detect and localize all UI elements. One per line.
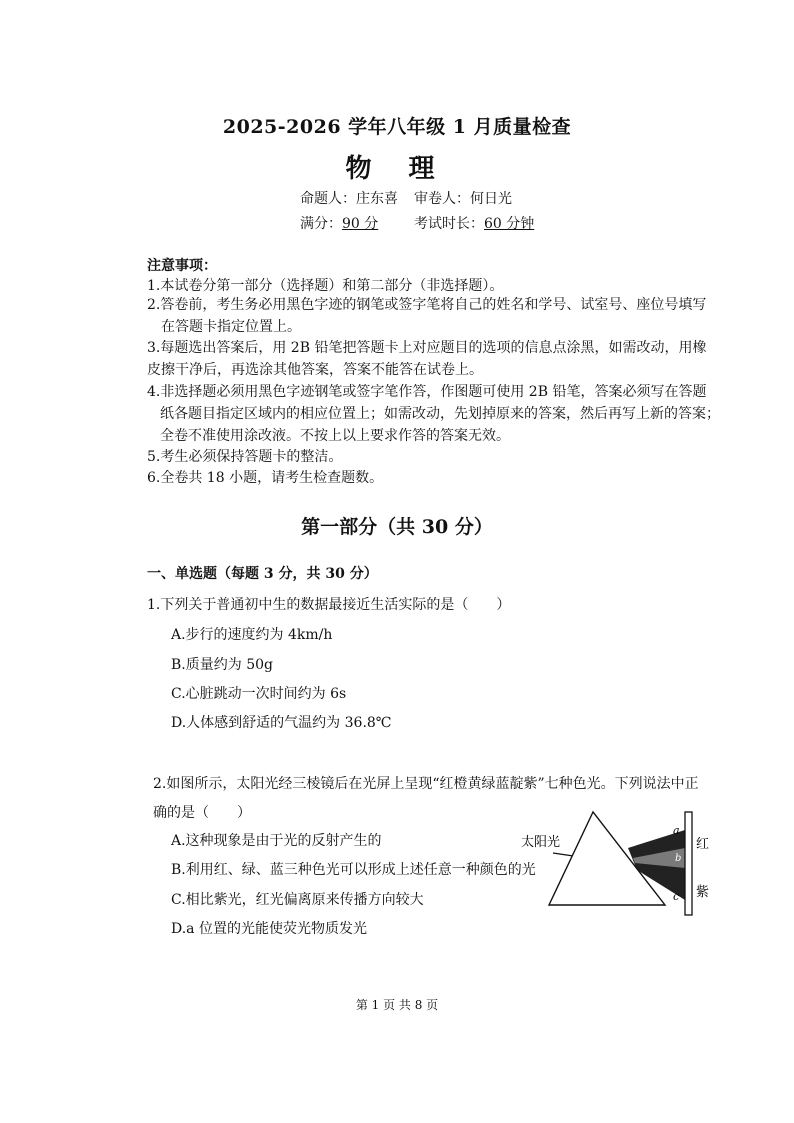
- reviewer-name: 何日光: [470, 191, 512, 207]
- question-2-option-a: A.这种现象是由于光的反射产生的: [171, 833, 382, 849]
- note-line: 全卷不准使用涂改液。不按上以上要求作答的答案无效。: [160, 428, 510, 444]
- label-a: a: [673, 824, 680, 837]
- page-footer: 第 1 页 共 8 页: [355, 998, 439, 1012]
- exam-title: 2025-2026 学年八年级 1 月质量检查: [222, 116, 572, 138]
- note-line: 2.答卷前，考生务必用黑色字迹的钢笔或签字笔将自己的姓名和学号、试室号、座位号填写: [147, 297, 707, 313]
- note-line: 4.非选择题必须用黑色字迹钢笔或签字笔作答，作图题可使用 2B 铅笔，答案必须写在答题: [147, 384, 707, 400]
- label-c: c: [673, 890, 680, 903]
- note-line: 1.本试卷分第一部分（选择题）和第二部分（非选择题）。: [147, 278, 504, 294]
- question-2-option-b: B.利用红、绿、蓝三种色光可以形成上述任意一种颜色的光: [171, 862, 536, 878]
- label-b: b: [675, 853, 682, 864]
- time-value: 60 分钟: [484, 216, 535, 232]
- sunlight-label: 太阳光: [521, 835, 561, 850]
- note-line: 3.每题选出答案后，用 2B 铅笔把答题卡上对应题目的选项的信息点涂黑，如需改动，用橡: [147, 340, 707, 356]
- subject-title: 物 理: [345, 154, 449, 184]
- light-screen: [685, 812, 692, 915]
- question-2-option-c: C.相比紫光，红光偏离原来传播方向较大: [171, 892, 424, 908]
- author-name: 庄东喜: [356, 191, 398, 207]
- question-group-title: 一、单选题（每题 3 分，共 30 分）: [147, 566, 378, 582]
- prism-dispersion-figure: [515, 808, 721, 920]
- author-label: 命题人：: [300, 191, 356, 207]
- question-1-stem: 1.下列关于普通初中生的数据最接近生活实际的是（ ）: [147, 597, 511, 613]
- score-line: [300, 213, 378, 233]
- note-line: 5.考生必须保持答题卡的整洁。: [147, 449, 343, 465]
- question-2-stem-line2: 确的是（ ）: [153, 805, 251, 821]
- section-title: 第一部分（共 30 分）: [301, 516, 493, 538]
- author-line: [300, 188, 398, 208]
- question-2-option-d: D.a 位置的光能使荧光物质发光: [171, 921, 367, 937]
- reviewer-label: 审卷人：: [414, 191, 470, 207]
- note-line: 在答题卡指定位置上。: [161, 319, 301, 335]
- time-label: 考试时长：: [414, 216, 484, 232]
- score-label: 满分：: [300, 216, 342, 232]
- red-label: 红: [696, 837, 710, 852]
- time-line: [414, 213, 534, 233]
- question-1-option-c: C.心脏跳动一次时间约为 6s: [171, 686, 347, 702]
- score-value: 90 分: [342, 216, 379, 232]
- reviewer-line: [414, 188, 512, 208]
- notes-title: 注意事项：: [147, 258, 217, 274]
- question-2-stem-line1: 2.如图所示，太阳光经三棱镜后在光屏上呈现“红橙黄绿蓝靛紫”七种色光。下列说法中正: [153, 776, 699, 792]
- question-1-option-a: A.步行的速度约为 4km/h: [171, 627, 333, 643]
- note-line: 纸各题目指定区域内的相应位置上；如需改动，先划掉原来的答案，然后再写上新的答案；: [160, 406, 720, 422]
- question-1-option-d: D.人体感到舒适的气温约为 36.8℃: [171, 715, 392, 731]
- note-line: 皮擦干净后，再选涂其他答案，答案不能答在试卷上。: [147, 362, 483, 378]
- violet-label: 紫: [696, 885, 710, 900]
- note-line: 6.全卷共 18 小题，请考生检查题数。: [147, 470, 384, 486]
- question-1-option-b: B.质量约为 50g: [171, 657, 273, 673]
